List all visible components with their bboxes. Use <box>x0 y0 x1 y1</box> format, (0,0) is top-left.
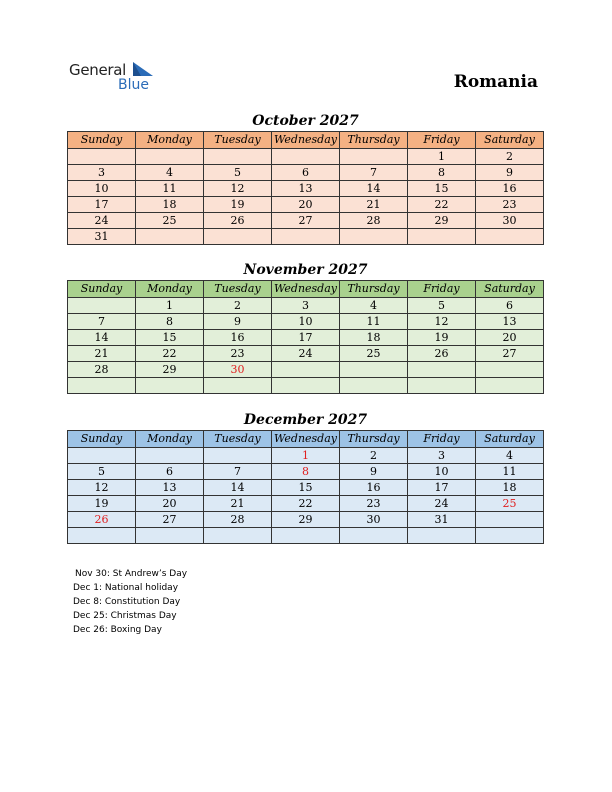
day-cell: 19 <box>68 496 136 512</box>
day-cell: 3 <box>408 448 476 464</box>
weekday-header: Wednesday <box>272 132 340 149</box>
week-row <box>68 197 544 213</box>
day-cell: 26 <box>68 512 136 528</box>
day-cell <box>136 229 204 245</box>
week-row <box>68 149 544 165</box>
day-cell: 10 <box>272 314 340 330</box>
weekday-header-row <box>68 132 544 149</box>
week-row <box>68 496 544 512</box>
day-cell: 27 <box>476 346 544 362</box>
day-cell: 4 <box>476 448 544 464</box>
day-cell: 9 <box>476 165 544 181</box>
day-cell <box>340 378 408 394</box>
day-cell: 25 <box>136 213 204 229</box>
month-title: December 2027 <box>243 412 368 428</box>
day-cell: 30 <box>340 512 408 528</box>
week-row <box>68 512 544 528</box>
day-cell: 7 <box>68 314 136 330</box>
day-cell <box>136 528 204 544</box>
day-cell <box>408 378 476 394</box>
day-cell <box>68 448 136 464</box>
calendar-table <box>67 280 544 394</box>
day-cell: 17 <box>68 197 136 213</box>
month-october <box>67 111 544 245</box>
day-cell: 22 <box>136 346 204 362</box>
weekday-header: Friday <box>408 132 476 149</box>
day-cell: 28 <box>204 512 272 528</box>
day-cell: 5 <box>204 165 272 181</box>
weekday-header-row <box>68 431 544 448</box>
week-row <box>68 314 544 330</box>
day-cell: 23 <box>204 346 272 362</box>
week-row <box>68 165 544 181</box>
day-cell: 21 <box>340 197 408 213</box>
weekday-header: Sunday <box>68 132 136 149</box>
day-cell <box>476 512 544 528</box>
logo-triangle-icon <box>133 62 153 76</box>
day-cell: 1 <box>408 149 476 165</box>
week-row <box>68 346 544 362</box>
day-cell: 8 <box>136 314 204 330</box>
day-cell: 18 <box>136 197 204 213</box>
day-cell: 12 <box>204 181 272 197</box>
day-cell: 29 <box>408 213 476 229</box>
day-cell: 7 <box>340 165 408 181</box>
weekday-header: Tuesday <box>204 431 272 448</box>
logo-word-blue: Blue <box>118 77 149 93</box>
day-cell <box>136 149 204 165</box>
day-cell: 22 <box>272 496 340 512</box>
day-cell: 23 <box>340 496 408 512</box>
month-title: November 2027 <box>243 262 368 278</box>
day-cell: 9 <box>340 464 408 480</box>
day-cell: 11 <box>340 314 408 330</box>
week-row <box>68 181 544 197</box>
weekday-header: Tuesday <box>204 281 272 298</box>
day-cell: 15 <box>272 480 340 496</box>
holiday-note: Nov 30: St Andrew’s Day <box>75 569 188 579</box>
day-cell: 19 <box>408 330 476 346</box>
day-cell: 3 <box>68 165 136 181</box>
day-cell: 14 <box>204 480 272 496</box>
weekday-header: Monday <box>136 132 204 149</box>
day-cell: 5 <box>68 464 136 480</box>
weekday-header: Thursday <box>340 281 408 298</box>
holiday-note: Dec 1: National holiday <box>73 583 179 593</box>
day-cell: 6 <box>272 165 340 181</box>
day-cell: 25 <box>340 346 408 362</box>
week-row <box>68 298 544 314</box>
day-cell: 5 <box>408 298 476 314</box>
day-cell <box>340 362 408 378</box>
weekday-header: Wednesday <box>272 281 340 298</box>
day-cell: 18 <box>476 480 544 496</box>
day-cell: 28 <box>68 362 136 378</box>
day-cell: 29 <box>136 362 204 378</box>
weekday-header: Friday <box>408 281 476 298</box>
day-cell: 26 <box>408 346 476 362</box>
day-cell: 27 <box>272 213 340 229</box>
day-cell: 10 <box>68 181 136 197</box>
day-cell: 10 <box>408 464 476 480</box>
logo-word-general: General <box>69 61 127 79</box>
weekday-header: Friday <box>408 431 476 448</box>
weekday-header: Sunday <box>68 431 136 448</box>
day-cell: 12 <box>408 314 476 330</box>
day-cell <box>204 528 272 544</box>
day-cell: 16 <box>340 480 408 496</box>
day-cell: 24 <box>272 346 340 362</box>
day-cell: 16 <box>476 181 544 197</box>
holiday-note: Dec 25: Christmas Day <box>73 611 177 621</box>
week-row <box>68 362 544 378</box>
weekday-header: Sunday <box>68 281 136 298</box>
general-blue-logo <box>69 61 169 97</box>
day-cell <box>408 229 476 245</box>
day-cell: 20 <box>476 330 544 346</box>
month-title: October 2027 <box>252 113 359 129</box>
day-cell: 31 <box>68 229 136 245</box>
day-cell: 15 <box>408 181 476 197</box>
day-cell <box>272 528 340 544</box>
week-row <box>68 378 544 394</box>
day-cell <box>136 448 204 464</box>
day-cell <box>476 362 544 378</box>
day-cell: 1 <box>136 298 204 314</box>
day-cell: 6 <box>136 464 204 480</box>
day-cell <box>272 378 340 394</box>
day-cell: 13 <box>272 181 340 197</box>
day-cell: 2 <box>340 448 408 464</box>
month-december <box>67 410 544 544</box>
day-cell: 30 <box>476 213 544 229</box>
day-cell: 25 <box>476 496 544 512</box>
day-cell: 16 <box>204 330 272 346</box>
day-cell: 20 <box>272 197 340 213</box>
holiday-note: Dec 26: Boxing Day <box>73 625 162 635</box>
day-cell <box>204 378 272 394</box>
day-cell: 3 <box>272 298 340 314</box>
weekday-header: Saturday <box>476 431 544 448</box>
day-cell: 12 <box>68 480 136 496</box>
day-cell: 17 <box>408 480 476 496</box>
day-cell <box>68 528 136 544</box>
day-cell <box>68 378 136 394</box>
calendar-table <box>67 131 544 245</box>
day-cell: 21 <box>68 346 136 362</box>
day-cell: 23 <box>476 197 544 213</box>
week-row <box>68 229 544 245</box>
day-cell <box>204 149 272 165</box>
day-cell: 22 <box>408 197 476 213</box>
week-row <box>68 480 544 496</box>
day-cell: 11 <box>136 181 204 197</box>
day-cell <box>476 528 544 544</box>
weekday-header: Saturday <box>476 281 544 298</box>
day-cell: 1 <box>272 448 340 464</box>
week-row <box>68 528 544 544</box>
day-cell: 31 <box>408 512 476 528</box>
day-cell: 11 <box>476 464 544 480</box>
day-cell: 29 <box>272 512 340 528</box>
day-cell: 8 <box>272 464 340 480</box>
day-cell <box>476 378 544 394</box>
day-cell: 8 <box>408 165 476 181</box>
day-cell <box>136 378 204 394</box>
day-cell <box>476 229 544 245</box>
weekday-header: Thursday <box>340 431 408 448</box>
day-cell: 20 <box>136 496 204 512</box>
country-title: Romania <box>453 72 538 92</box>
day-cell: 19 <box>204 197 272 213</box>
week-row <box>68 448 544 464</box>
weekday-header: Tuesday <box>204 132 272 149</box>
day-cell: 13 <box>136 480 204 496</box>
day-cell <box>272 362 340 378</box>
weekday-header-row <box>68 281 544 298</box>
day-cell: 24 <box>68 213 136 229</box>
day-cell <box>272 149 340 165</box>
day-cell <box>408 528 476 544</box>
weekday-header: Saturday <box>476 132 544 149</box>
week-row <box>68 464 544 480</box>
holiday-note: Dec 8: Constitution Day <box>73 597 181 607</box>
day-cell <box>204 229 272 245</box>
day-cell: 7 <box>204 464 272 480</box>
day-cell <box>340 528 408 544</box>
day-cell: 28 <box>340 213 408 229</box>
day-cell: 27 <box>136 512 204 528</box>
day-cell <box>340 229 408 245</box>
day-cell <box>272 229 340 245</box>
day-cell: 24 <box>408 496 476 512</box>
day-cell: 4 <box>136 165 204 181</box>
month-november <box>67 260 544 394</box>
day-cell: 17 <box>272 330 340 346</box>
day-cell: 4 <box>340 298 408 314</box>
calendar-table <box>67 430 544 544</box>
day-cell: 9 <box>204 314 272 330</box>
holiday-notes <box>73 567 187 637</box>
day-cell: 14 <box>68 330 136 346</box>
day-cell <box>408 362 476 378</box>
day-cell <box>204 448 272 464</box>
day-cell: 21 <box>204 496 272 512</box>
weekday-header: Monday <box>136 281 204 298</box>
weekday-header: Wednesday <box>272 431 340 448</box>
day-cell: 18 <box>340 330 408 346</box>
weekday-header: Thursday <box>340 132 408 149</box>
day-cell: 13 <box>476 314 544 330</box>
day-cell: 15 <box>136 330 204 346</box>
day-cell <box>68 149 136 165</box>
weekday-header: Monday <box>136 431 204 448</box>
day-cell <box>68 298 136 314</box>
day-cell: 30 <box>204 362 272 378</box>
day-cell: 26 <box>204 213 272 229</box>
day-cell: 2 <box>476 149 544 165</box>
week-row <box>68 330 544 346</box>
day-cell <box>340 149 408 165</box>
day-cell: 14 <box>340 181 408 197</box>
day-cell: 6 <box>476 298 544 314</box>
week-row <box>68 213 544 229</box>
day-cell: 2 <box>204 298 272 314</box>
